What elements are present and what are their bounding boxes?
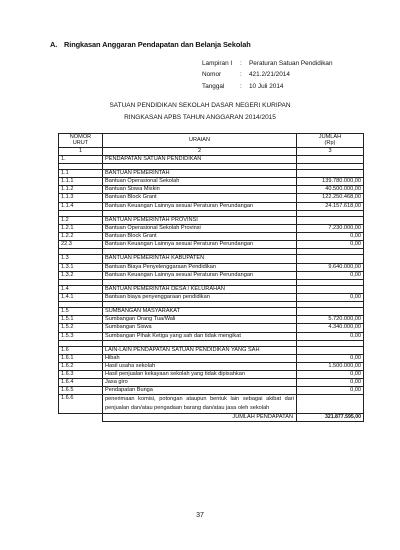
cell-uraian: Bantuan Keuangan Lainnya sesuai Peraturan Perundangan <box>103 241 297 249</box>
cell-no: 1.2.2 <box>59 233 103 241</box>
cell-no: 1.3.2 <box>59 271 103 279</box>
cell-no: 1.6.2 <box>59 363 103 371</box>
cell-no: 1.3.1 <box>59 263 103 271</box>
cell-no: 1.1.3 <box>59 194 103 202</box>
cell-uraian: Bantuan Block Grant <box>103 194 297 202</box>
cell-uraian: Bantuan Block Grant <box>103 233 297 241</box>
cell-no: 1.5.1 <box>59 316 103 324</box>
cell-jumlah: 40.500.000,00 <box>297 186 364 194</box>
table-row <box>59 233 364 241</box>
cell-jumlah: 139.780.000,00 <box>297 178 364 186</box>
meta-sep: : <box>240 60 242 67</box>
cell-no: 1.5.2 <box>59 324 103 332</box>
table-row <box>59 371 364 379</box>
cell-jumlah <box>297 346 364 354</box>
cell-no: 1.3 <box>59 255 103 263</box>
cell-uraian: Bantuan biaya penyenggaraan pendidikan <box>103 293 297 301</box>
cell-no: 1.6.1 <box>59 354 103 362</box>
cell-uraian: SUMBANGAN MASYARAKAT <box>103 308 297 316</box>
cell-uraian: Pendapatan Bunga <box>103 387 297 395</box>
page-number: 37 <box>196 512 204 519</box>
cell-jumlah <box>297 155 364 163</box>
cell-uraian: Hasil penjualan kekayaan sekolah yang tidak dipisahkan <box>103 371 297 379</box>
cell-uraian: BANTUAN PEMERINTAH DESA / KELURAHAN <box>103 285 297 293</box>
section-heading <box>50 40 251 49</box>
cell-jumlah: 0,00 <box>297 271 364 279</box>
cell-jumlah: 9.640.000,00 <box>297 263 364 271</box>
cell-uraian: Bantuan Operasional Sekolah <box>103 178 297 186</box>
meta-sep: : <box>240 71 242 79</box>
cell-no: 1.2 <box>59 216 103 224</box>
table-row <box>59 216 364 224</box>
cell-jumlah: 0,00 <box>297 379 364 387</box>
cell-uraian: Hibah <box>103 354 297 362</box>
cell-no: 1.6.6 <box>59 395 103 413</box>
table-row <box>59 324 364 332</box>
cell-uraian: BANTUAN PEMERINTAH KABUPATEN <box>103 255 297 263</box>
apbs-title: RINGKASAN APBS TAHUN ANGGARAN 2014/2015 <box>124 114 276 121</box>
cell-uraian: penerimaan komisi, potongan ataupun bentuk lain sebagai akibat dari penjualan dan/atau pengadaan barang dan/atau jasa oleh sekolah <box>103 395 297 413</box>
cell-uraian: Sumbangan Pihak Ketiga yang sah dan tidak mengikat <box>103 332 297 340</box>
cell-uraian: Bantuan Operasional Sekolah Provinsi <box>103 224 297 232</box>
table-row <box>59 387 364 395</box>
cell-jumlah: 0,00 <box>297 371 364 379</box>
cell-jumlah: 0,00 <box>297 241 364 249</box>
colnum-1: 1 <box>59 147 103 155</box>
cell-no: 1.6.5 <box>59 387 103 395</box>
cell-uraian: PENDAPATAN SATUAN PENDIDIKAN <box>103 155 297 163</box>
colnum-2: 2 <box>103 147 297 155</box>
cell-uraian: Sumbangan Orang Tua/Wali <box>103 316 297 324</box>
cell-jumlah: 7.230.000,00 <box>297 224 364 232</box>
section-number: A. <box>50 40 58 49</box>
cell-jumlah: 0,00 <box>297 233 364 241</box>
table-header-row <box>59 134 364 148</box>
cell-jumlah: 0,00 <box>297 332 364 340</box>
table-row <box>59 241 364 249</box>
budget-table <box>58 133 364 422</box>
table-row <box>59 194 364 202</box>
cell-jumlah <box>297 216 364 224</box>
cell-no: 1.5 <box>59 308 103 316</box>
cell-no: 1.6 <box>59 346 103 354</box>
cell-jumlah: 122.250.468,00 <box>297 194 364 202</box>
table-row <box>59 354 364 362</box>
cell-no: 1.1.2 <box>59 186 103 194</box>
table-row <box>59 263 364 271</box>
table-row <box>59 202 364 210</box>
cell-jumlah: 0,00 <box>297 293 364 301</box>
cell-no: 1.2.1 <box>59 224 103 232</box>
cell-jumlah <box>297 170 364 178</box>
meta-row-tanggal <box>202 81 333 92</box>
meta-key: Lampiran I <box>202 60 233 67</box>
cell-uraian: Hasil usaha sekolah <box>103 363 297 371</box>
table-row <box>59 395 364 413</box>
colnum-3: 3 <box>297 147 364 155</box>
cell-no: 1.4.1 <box>59 293 103 301</box>
header-uraian: URAIAN <box>103 134 297 148</box>
cell-jumlah <box>297 255 364 263</box>
meta-row-lampiran <box>202 58 333 69</box>
cell-no: 1.1.4 <box>59 202 103 210</box>
cell-uraian: Bantuan Biaya Penyelenggaraan Pendidikan <box>103 263 297 271</box>
table-row <box>59 255 364 263</box>
meta-row-nomor <box>202 69 333 80</box>
meta-sep: : <box>240 82 242 90</box>
cell-jumlah <box>297 395 364 413</box>
school-title: SATUAN PENDIDIKAN SEKOLAH DASAR NEGERI KURIPAN <box>109 102 291 109</box>
cell-no: 1.6.4 <box>59 379 103 387</box>
table-row <box>59 316 364 324</box>
cell-jumlah: 4.340.000,00 <box>297 324 364 332</box>
header-jumlah <box>297 134 364 148</box>
section-title: Ringkasan Anggaran Pendapatan dan Belanja Sekolah <box>64 40 251 49</box>
cell-no: 22.3 <box>59 241 103 249</box>
cell-no: 1.1 <box>59 170 103 178</box>
meta-key: Nomor <box>202 71 222 79</box>
table-row <box>59 308 364 316</box>
cell-uraian: Bantuan Keuangan Lainnya sesuai Peraturan Perundangan <box>103 271 297 279</box>
header-nomor-text: NOMOR URUT <box>69 134 92 147</box>
cell-uraian: BANTUAN PEMERINTAH PROVINSI <box>103 216 297 224</box>
table-row <box>59 155 364 163</box>
total-label: JUMLAH PENDAPATAN <box>103 413 297 421</box>
cell-no: 1.1.1 <box>59 178 103 186</box>
cell-no: 1.6.3 <box>59 371 103 379</box>
table-row <box>59 178 364 186</box>
meta-value: 10 Juli 2014 <box>249 82 284 90</box>
table-row <box>59 271 364 279</box>
total-value: 321.877.595,00 <box>297 413 364 421</box>
column-number-row <box>59 147 364 155</box>
table-row <box>59 363 364 371</box>
meta-value: Peraturan Satuan Pendidikan <box>249 60 333 67</box>
cell-uraian: LAIN-LAIN PENDAPATAN SATUAN PENDIDIKAN YANG SAH <box>103 346 297 354</box>
table-row <box>59 293 364 301</box>
cell-no: 1.4 <box>59 285 103 293</box>
cell-no: 1. <box>59 155 103 163</box>
cell-jumlah: 24.157.618,00 <box>297 202 364 210</box>
cell-no: 1.5.3 <box>59 332 103 340</box>
table-row <box>59 332 364 340</box>
cell-jumlah: 1.500.000,00 <box>297 363 364 371</box>
cell-uraian: Bantuan Keuangan Lainnya sesuai Peraturan Perundangan <box>103 202 297 210</box>
total-row <box>59 413 364 421</box>
header-jumlah-text: JUMLAH (Rp) <box>318 134 342 147</box>
cell-jumlah <box>297 285 364 293</box>
cell-jumlah: 0,00 <box>297 387 364 395</box>
cell-jumlah: 5.720.000,00 <box>297 316 364 324</box>
cell-uraian: Bantuan Siswa Miskin <box>103 186 297 194</box>
meta-value: 421.2/21/2014 <box>249 71 290 79</box>
document-titles <box>0 100 400 124</box>
cell-uraian: Sumbangan Siswa <box>103 324 297 332</box>
attachment-meta <box>202 58 333 92</box>
table-row <box>59 170 364 178</box>
table-row <box>59 285 364 293</box>
meta-key: Tanggal <box>202 82 225 90</box>
cell-uraian: BANTUAN PEMERINTAH <box>103 170 297 178</box>
header-nomor-urut <box>59 134 103 148</box>
table-row <box>59 186 364 194</box>
cell-jumlah: 0,00 <box>297 354 364 362</box>
total-spacer <box>59 413 103 421</box>
table-row <box>59 346 364 354</box>
table-row <box>59 379 364 387</box>
cell-uraian: Jasa giro <box>103 379 297 387</box>
table-row <box>59 224 364 232</box>
cell-jumlah <box>297 308 364 316</box>
